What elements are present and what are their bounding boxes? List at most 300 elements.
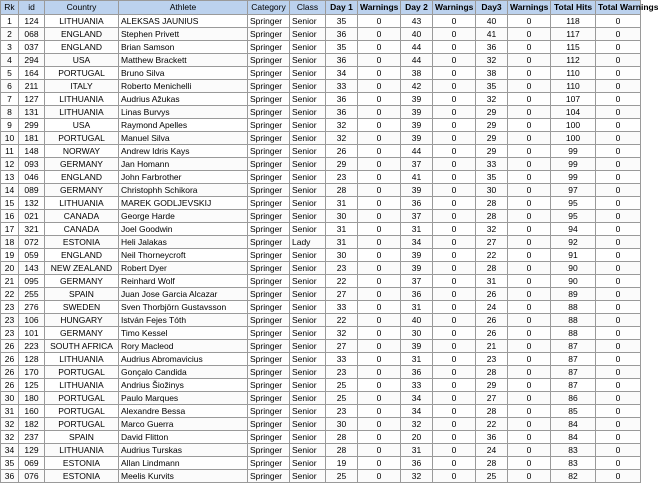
id-cell: 181 <box>19 132 45 145</box>
day1-warnings-cell: 0 <box>358 210 401 223</box>
day2-cell: 31 <box>401 223 433 236</box>
id-cell: 223 <box>19 340 45 353</box>
id-cell: 106 <box>19 314 45 327</box>
day1-warnings-cell: 0 <box>358 80 401 93</box>
total-warnings-cell: 0 <box>596 444 641 457</box>
day2-warnings-cell: 0 <box>433 54 476 67</box>
rank-cell: 32 <box>1 418 19 431</box>
day3-warnings-cell: 0 <box>508 405 551 418</box>
country-cell: SPAIN <box>45 431 119 444</box>
day1-warnings-cell: 0 <box>358 457 401 470</box>
day2-cell: 44 <box>401 145 433 158</box>
country-cell: PORTUGAL <box>45 418 119 431</box>
total-hits-cell: 112 <box>551 54 596 67</box>
class-cell: Senior <box>290 431 326 444</box>
day3-warnings-cell: 0 <box>508 275 551 288</box>
day3-cell: 35 <box>476 80 508 93</box>
day1-warnings-cell: 0 <box>358 249 401 262</box>
rank-cell: 5 <box>1 67 19 80</box>
day2-cell: 32 <box>401 418 433 431</box>
total-hits-cell: 82 <box>551 470 596 483</box>
table-row <box>1 93 641 106</box>
athlete-cell: David Flitton <box>119 431 248 444</box>
total-hits-cell: 107 <box>551 93 596 106</box>
category-cell: Springer <box>248 418 290 431</box>
col-day2-header: Day 2 <box>401 1 433 15</box>
total-warnings-cell: 0 <box>596 405 641 418</box>
id-cell: 131 <box>19 106 45 119</box>
rank-cell: 23 <box>1 301 19 314</box>
total-hits-cell: 84 <box>551 431 596 444</box>
day2-warnings-cell: 0 <box>433 392 476 405</box>
day1-warnings-cell: 0 <box>358 418 401 431</box>
category-cell: Springer <box>248 28 290 41</box>
day1-cell: 29 <box>326 158 358 171</box>
day2-warnings-cell: 0 <box>433 15 476 28</box>
day3-cell: 41 <box>476 28 508 41</box>
day1-warnings-cell: 0 <box>358 444 401 457</box>
day3-warnings-cell: 0 <box>508 353 551 366</box>
table-row <box>1 80 641 93</box>
country-cell: LITHUANIA <box>45 93 119 106</box>
class-cell: Senior <box>290 80 326 93</box>
category-cell: Springer <box>248 106 290 119</box>
header-row <box>1 1 641 15</box>
table-row <box>1 392 641 405</box>
day3-warnings-cell: 0 <box>508 418 551 431</box>
table-row <box>1 379 641 392</box>
id-cell: 089 <box>19 184 45 197</box>
athlete-cell: Andrius Šiožinys <box>119 379 248 392</box>
total-hits-cell: 97 <box>551 184 596 197</box>
table-row <box>1 418 641 431</box>
day2-warnings-cell: 0 <box>433 106 476 119</box>
day2-cell: 31 <box>401 301 433 314</box>
day2-warnings-cell: 0 <box>433 366 476 379</box>
day3-cell: 24 <box>476 301 508 314</box>
country-cell: SOUTH AFRICA <box>45 340 119 353</box>
class-cell: Senior <box>290 457 326 470</box>
day3-cell: 28 <box>476 210 508 223</box>
day1-warnings-cell: 0 <box>358 93 401 106</box>
id-cell: 164 <box>19 67 45 80</box>
country-cell: ESTONIA <box>45 470 119 483</box>
day1-cell: 28 <box>326 431 358 444</box>
rank-cell: 18 <box>1 236 19 249</box>
total-warnings-cell: 0 <box>596 158 641 171</box>
id-cell: 076 <box>19 470 45 483</box>
rank-cell: 12 <box>1 158 19 171</box>
category-cell: Springer <box>248 353 290 366</box>
day3-cell: 31 <box>476 275 508 288</box>
total-hits-cell: 92 <box>551 236 596 249</box>
day2-cell: 36 <box>401 197 433 210</box>
day1-warnings-cell: 0 <box>358 288 401 301</box>
day1-warnings-cell: 0 <box>358 314 401 327</box>
day1-warnings-cell: 0 <box>358 262 401 275</box>
rank-cell: 7 <box>1 93 19 106</box>
rank-cell: 35 <box>1 457 19 470</box>
total-hits-cell: 85 <box>551 405 596 418</box>
day2-cell: 37 <box>401 275 433 288</box>
day2-warnings-cell: 0 <box>433 275 476 288</box>
day3-cell: 29 <box>476 145 508 158</box>
table-row <box>1 132 641 145</box>
id-cell: 059 <box>19 249 45 262</box>
day2-cell: 44 <box>401 54 433 67</box>
day1-warnings-cell: 0 <box>358 353 401 366</box>
day3-warnings-cell: 0 <box>508 392 551 405</box>
col-day1-warnings-header: Warnings <box>358 1 401 15</box>
class-cell: Senior <box>290 366 326 379</box>
table-row <box>1 470 641 483</box>
rank-cell: 9 <box>1 119 19 132</box>
day2-cell: 31 <box>401 444 433 457</box>
table-row <box>1 145 641 158</box>
day3-warnings-cell: 0 <box>508 210 551 223</box>
day2-warnings-cell: 0 <box>433 340 476 353</box>
day3-cell: 28 <box>476 197 508 210</box>
athlete-cell: Stephen Privett <box>119 28 248 41</box>
total-hits-cell: 84 <box>551 418 596 431</box>
class-cell: Senior <box>290 353 326 366</box>
category-cell: Springer <box>248 327 290 340</box>
class-cell: Senior <box>290 470 326 483</box>
day2-cell: 43 <box>401 15 433 28</box>
table-row <box>1 223 641 236</box>
class-cell: Senior <box>290 119 326 132</box>
day1-cell: 28 <box>326 184 358 197</box>
country-cell: LITHUANIA <box>45 444 119 457</box>
day1-cell: 32 <box>326 132 358 145</box>
rank-cell: 26 <box>1 379 19 392</box>
athlete-cell: Alexandre Bessa <box>119 405 248 418</box>
id-cell: 255 <box>19 288 45 301</box>
total-warnings-cell: 0 <box>596 275 641 288</box>
day2-cell: 33 <box>401 379 433 392</box>
table-row <box>1 353 641 366</box>
day2-warnings-cell: 0 <box>433 301 476 314</box>
day2-cell: 34 <box>401 236 433 249</box>
day1-warnings-cell: 0 <box>358 431 401 444</box>
total-hits-cell: 87 <box>551 340 596 353</box>
total-warnings-cell: 0 <box>596 470 641 483</box>
day2-cell: 39 <box>401 340 433 353</box>
table-row <box>1 119 641 132</box>
day1-cell: 26 <box>326 145 358 158</box>
day3-cell: 29 <box>476 106 508 119</box>
id-cell: 160 <box>19 405 45 418</box>
day1-cell: 33 <box>326 80 358 93</box>
day3-cell: 26 <box>476 288 508 301</box>
id-cell: 125 <box>19 379 45 392</box>
day2-cell: 36 <box>401 288 433 301</box>
class-cell: Senior <box>290 379 326 392</box>
class-cell: Senior <box>290 145 326 158</box>
total-hits-cell: 115 <box>551 41 596 54</box>
day1-cell: 36 <box>326 93 358 106</box>
country-cell: CANADA <box>45 210 119 223</box>
day1-cell: 19 <box>326 457 358 470</box>
day3-cell: 29 <box>476 132 508 145</box>
day3-cell: 32 <box>476 93 508 106</box>
id-cell: 180 <box>19 392 45 405</box>
day2-warnings-cell: 0 <box>433 431 476 444</box>
day3-cell: 28 <box>476 366 508 379</box>
day1-warnings-cell: 0 <box>358 132 401 145</box>
day2-warnings-cell: 0 <box>433 28 476 41</box>
rank-cell: 6 <box>1 80 19 93</box>
category-cell: Springer <box>248 223 290 236</box>
country-cell: ENGLAND <box>45 249 119 262</box>
total-warnings-cell: 0 <box>596 353 641 366</box>
day3-warnings-cell: 0 <box>508 184 551 197</box>
class-cell: Senior <box>290 197 326 210</box>
day2-warnings-cell: 0 <box>433 132 476 145</box>
country-cell: SPAIN <box>45 288 119 301</box>
day3-warnings-cell: 0 <box>508 340 551 353</box>
class-cell: Senior <box>290 93 326 106</box>
table-row <box>1 275 641 288</box>
day3-warnings-cell: 0 <box>508 145 551 158</box>
country-cell: CANADA <box>45 223 119 236</box>
day1-cell: 22 <box>326 314 358 327</box>
day2-warnings-cell: 0 <box>433 379 476 392</box>
id-cell: 143 <box>19 262 45 275</box>
total-warnings-cell: 0 <box>596 132 641 145</box>
day3-warnings-cell: 0 <box>508 262 551 275</box>
day2-cell: 39 <box>401 132 433 145</box>
total-warnings-cell: 0 <box>596 327 641 340</box>
id-cell: 101 <box>19 327 45 340</box>
athlete-cell: Roberto Menichelli <box>119 80 248 93</box>
day2-warnings-cell: 0 <box>433 145 476 158</box>
id-cell: 182 <box>19 418 45 431</box>
day2-warnings-cell: 0 <box>433 158 476 171</box>
day3-warnings-cell: 0 <box>508 457 551 470</box>
day3-cell: 32 <box>476 223 508 236</box>
category-cell: Springer <box>248 301 290 314</box>
table-row <box>1 301 641 314</box>
total-warnings-cell: 0 <box>596 93 641 106</box>
day1-cell: 32 <box>326 119 358 132</box>
table-row <box>1 366 641 379</box>
total-hits-cell: 110 <box>551 67 596 80</box>
day3-cell: 29 <box>476 379 508 392</box>
total-warnings-cell: 0 <box>596 392 641 405</box>
total-warnings-cell: 0 <box>596 457 641 470</box>
category-cell: Springer <box>248 210 290 223</box>
day1-warnings-cell: 0 <box>358 392 401 405</box>
day3-cell: 40 <box>476 15 508 28</box>
day1-warnings-cell: 0 <box>358 470 401 483</box>
total-warnings-cell: 0 <box>596 249 641 262</box>
category-cell: Springer <box>248 184 290 197</box>
day1-cell: 23 <box>326 262 358 275</box>
day1-warnings-cell: 0 <box>358 301 401 314</box>
country-cell: GERMANY <box>45 275 119 288</box>
id-cell: 127 <box>19 93 45 106</box>
total-warnings-cell: 0 <box>596 366 641 379</box>
class-cell: Senior <box>290 288 326 301</box>
day2-warnings-cell: 0 <box>433 405 476 418</box>
id-cell: 128 <box>19 353 45 366</box>
id-cell: 046 <box>19 171 45 184</box>
total-hits-cell: 100 <box>551 119 596 132</box>
category-cell: Springer <box>248 236 290 249</box>
country-cell: ENGLAND <box>45 171 119 184</box>
total-warnings-cell: 0 <box>596 301 641 314</box>
category-cell: Springer <box>248 262 290 275</box>
rank-cell: 16 <box>1 210 19 223</box>
athlete-cell: Audrius Abromavicius <box>119 353 248 366</box>
total-hits-cell: 89 <box>551 288 596 301</box>
class-cell: Senior <box>290 171 326 184</box>
day3-cell: 22 <box>476 249 508 262</box>
day1-cell: 35 <box>326 15 358 28</box>
day3-warnings-cell: 0 <box>508 93 551 106</box>
col-rank-header: Rk <box>1 1 19 15</box>
category-cell: Springer <box>248 314 290 327</box>
table-row <box>1 28 641 41</box>
rank-cell: 3 <box>1 41 19 54</box>
day3-cell: 38 <box>476 67 508 80</box>
day2-cell: 31 <box>401 353 433 366</box>
day3-cell: 28 <box>476 262 508 275</box>
day1-warnings-cell: 0 <box>358 223 401 236</box>
country-cell: PORTUGAL <box>45 132 119 145</box>
table-body <box>1 15 641 483</box>
day3-warnings-cell: 0 <box>508 80 551 93</box>
table-row <box>1 106 641 119</box>
day3-warnings-cell: 0 <box>508 171 551 184</box>
day1-cell: 31 <box>326 223 358 236</box>
total-hits-cell: 95 <box>551 197 596 210</box>
country-cell: NEW ZEALAND <box>45 262 119 275</box>
category-cell: Springer <box>248 145 290 158</box>
class-cell: Senior <box>290 340 326 353</box>
day1-cell: 25 <box>326 379 358 392</box>
day3-cell: 21 <box>476 340 508 353</box>
total-hits-cell: 110 <box>551 80 596 93</box>
day2-cell: 37 <box>401 210 433 223</box>
day2-cell: 39 <box>401 93 433 106</box>
day3-cell: 24 <box>476 444 508 457</box>
class-cell: Senior <box>290 54 326 67</box>
day1-cell: 36 <box>326 54 358 67</box>
category-cell: Springer <box>248 171 290 184</box>
day2-warnings-cell: 0 <box>433 67 476 80</box>
day1-warnings-cell: 0 <box>358 41 401 54</box>
athlete-cell: Audrius Turskas <box>119 444 248 457</box>
category-cell: Springer <box>248 93 290 106</box>
total-hits-cell: 117 <box>551 28 596 41</box>
day3-cell: 32 <box>476 54 508 67</box>
class-cell: Senior <box>290 301 326 314</box>
day1-warnings-cell: 0 <box>358 275 401 288</box>
total-warnings-cell: 0 <box>596 171 641 184</box>
total-warnings-cell: 0 <box>596 184 641 197</box>
day1-cell: 30 <box>326 249 358 262</box>
category-cell: Springer <box>248 444 290 457</box>
day2-warnings-cell: 0 <box>433 288 476 301</box>
day3-cell: 36 <box>476 431 508 444</box>
athlete-cell: Marco Guerra <box>119 418 248 431</box>
country-cell: USA <box>45 54 119 67</box>
total-hits-cell: 87 <box>551 353 596 366</box>
day1-cell: 34 <box>326 67 358 80</box>
day3-cell: 36 <box>476 41 508 54</box>
table-row <box>1 457 641 470</box>
id-cell: 093 <box>19 158 45 171</box>
day1-warnings-cell: 0 <box>358 158 401 171</box>
table-row <box>1 327 641 340</box>
day3-warnings-cell: 0 <box>508 67 551 80</box>
total-hits-cell: 88 <box>551 301 596 314</box>
day1-warnings-cell: 0 <box>358 379 401 392</box>
total-warnings-cell: 0 <box>596 379 641 392</box>
day1-warnings-cell: 0 <box>358 106 401 119</box>
day1-cell: 33 <box>326 353 358 366</box>
day1-cell: 32 <box>326 327 358 340</box>
category-cell: Springer <box>248 54 290 67</box>
total-hits-cell: 86 <box>551 392 596 405</box>
day1-cell: 30 <box>326 418 358 431</box>
total-hits-cell: 90 <box>551 262 596 275</box>
rank-cell: 36 <box>1 470 19 483</box>
athlete-cell: John Farbrother <box>119 171 248 184</box>
athlete-cell: Meelis Kurvits <box>119 470 248 483</box>
table-row <box>1 431 641 444</box>
country-cell: GERMANY <box>45 327 119 340</box>
day2-warnings-cell: 0 <box>433 444 476 457</box>
athlete-cell: MAREK GODLJEVSKIJ <box>119 197 248 210</box>
day1-cell: 36 <box>326 28 358 41</box>
category-cell: Springer <box>248 392 290 405</box>
country-cell: LITHUANIA <box>45 15 119 28</box>
table-row <box>1 314 641 327</box>
class-cell: Senior <box>290 327 326 340</box>
total-warnings-cell: 0 <box>596 431 641 444</box>
day3-cell: 22 <box>476 418 508 431</box>
day1-warnings-cell: 0 <box>358 145 401 158</box>
day2-warnings-cell: 0 <box>433 457 476 470</box>
country-cell: ENGLAND <box>45 41 119 54</box>
total-hits-cell: 83 <box>551 444 596 457</box>
day1-cell: 27 <box>326 288 358 301</box>
category-cell: Springer <box>248 457 290 470</box>
day2-warnings-cell: 0 <box>433 80 476 93</box>
day2-warnings-cell: 0 <box>433 418 476 431</box>
total-hits-cell: 90 <box>551 275 596 288</box>
athlete-cell: Timo Kessel <box>119 327 248 340</box>
col-category-header: Category <box>248 1 290 15</box>
class-cell: Senior <box>290 41 326 54</box>
day1-cell: 23 <box>326 405 358 418</box>
day1-warnings-cell: 0 <box>358 171 401 184</box>
day2-cell: 40 <box>401 314 433 327</box>
athlete-cell: ALEKSAS JAUNIUS <box>119 15 248 28</box>
table-row <box>1 184 641 197</box>
day1-cell: 25 <box>326 470 358 483</box>
id-cell: 132 <box>19 197 45 210</box>
day3-cell: 23 <box>476 353 508 366</box>
id-cell: 021 <box>19 210 45 223</box>
col-day3-header: Day3 <box>476 1 508 15</box>
day2-warnings-cell: 0 <box>433 210 476 223</box>
class-cell: Senior <box>290 405 326 418</box>
country-cell: ESTONIA <box>45 236 119 249</box>
